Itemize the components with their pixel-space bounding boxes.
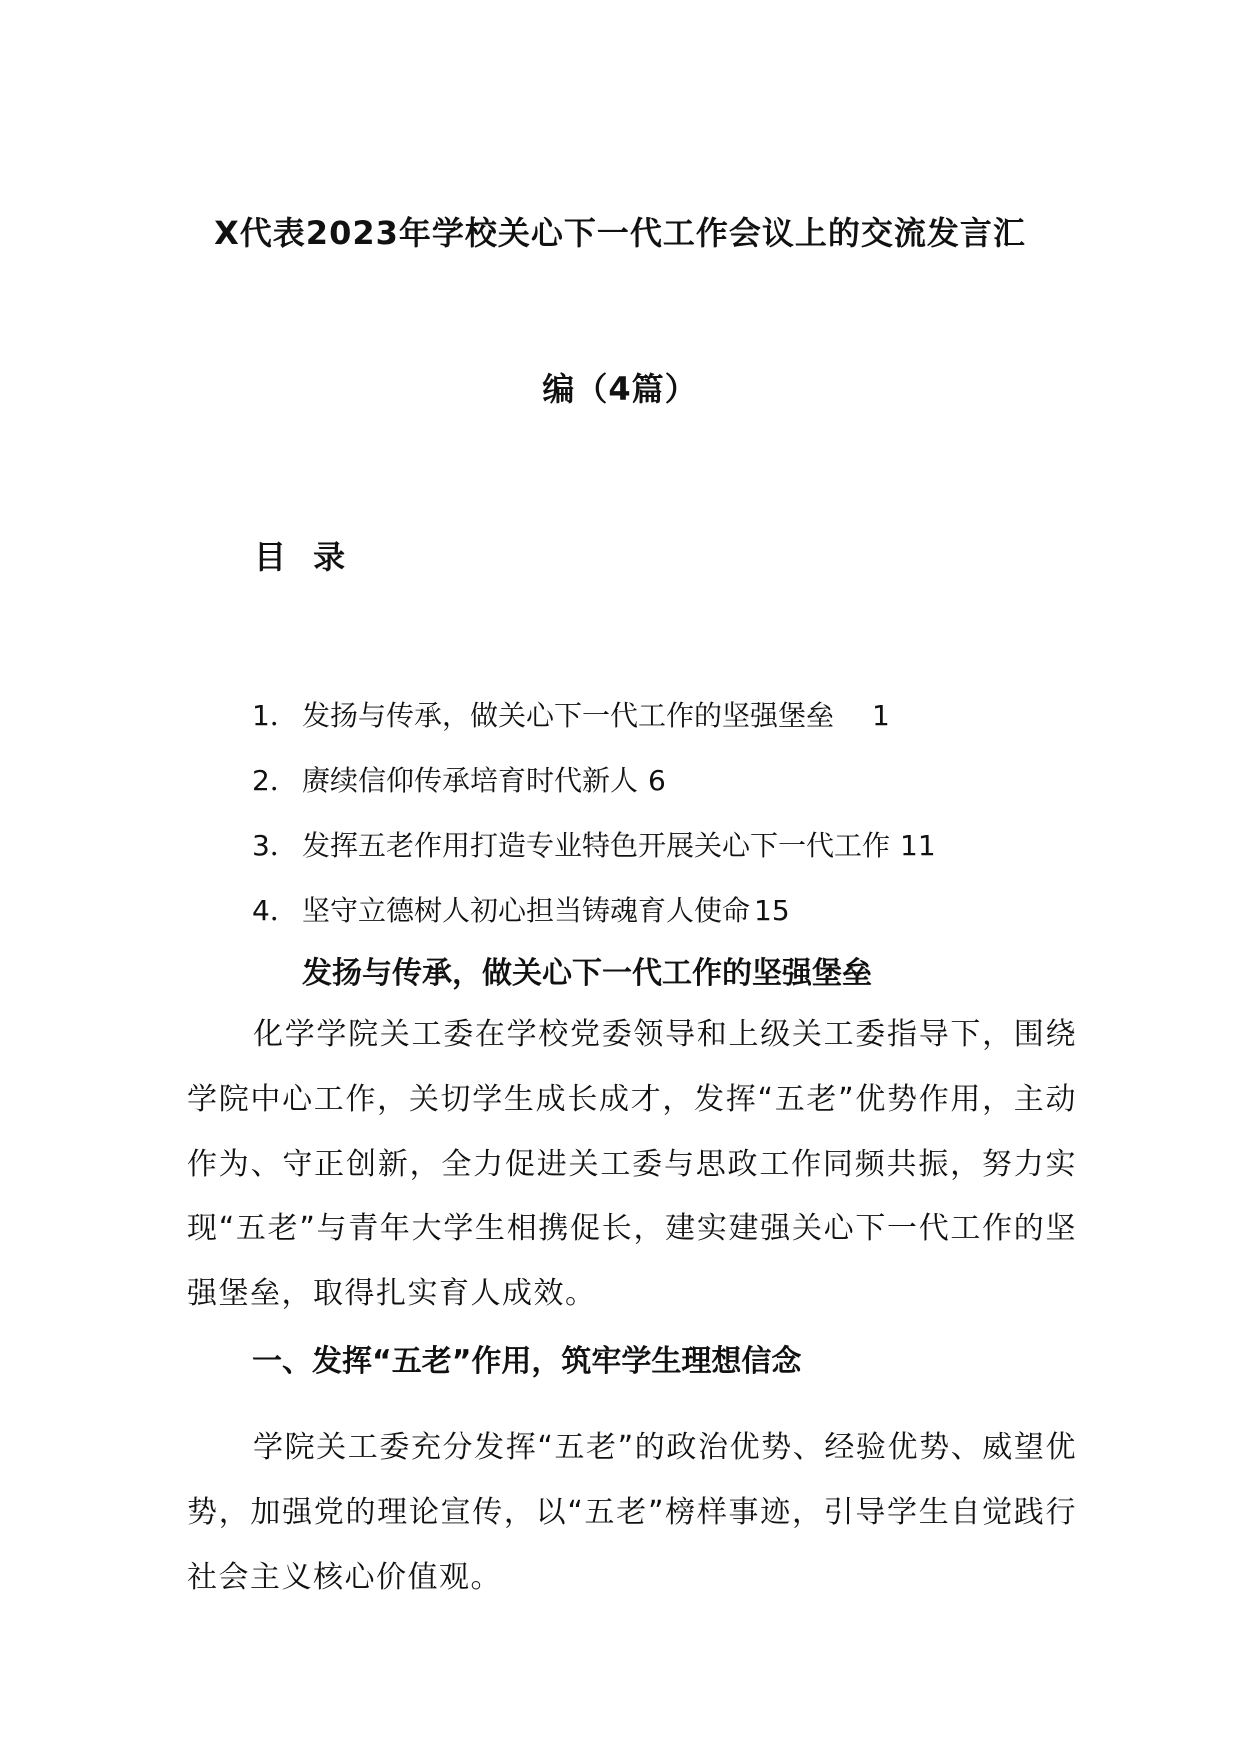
article-title: 发扬与传承，做关心下一代工作的坚强堡垒 <box>302 956 872 991</box>
toc-item-page: 6 <box>648 764 666 797</box>
toc-item[interactable] <box>252 759 666 799</box>
toc-item-label: 坚守立德树人初心担当铸魂育人使命 <box>302 894 751 927</box>
toc-item-number: 1． <box>252 699 298 732</box>
intro-paragraph: 化学学院关工委在学校党委领导和上级关工委指导下，围绕学院中心工作，关切学生成长成才，发挥“五老”优势作用，主动作为、守正创新，全力促进关工委与思政工作同频共振，努力实现“五老”与青年大学生相携促长，建实建强关心下一代工作的坚强堡垒，取得扎实育人成效。 <box>187 1017 1077 1312</box>
toc-item-page: 11 <box>900 829 936 862</box>
toc-item-page: 1 <box>872 699 890 732</box>
toc-item-page: 15 <box>754 894 790 927</box>
toc-item-number: 2． <box>252 764 298 797</box>
toc-item[interactable] <box>252 889 790 929</box>
section-paragraph: 学院关工委充分发挥“五老”的政治优势、经验优势、威望优势，加强党的理论宣传，以“五老”榜样事迹，引导学生自觉践行社会主义核心价值观。 <box>187 1430 1077 1595</box>
toc-item-number: 4． <box>252 894 298 927</box>
toc-item[interactable] <box>252 694 890 734</box>
toc-heading: 目 录 <box>254 538 354 576</box>
document-title-line-2: 编（4篇） <box>542 370 698 408</box>
section-heading: 一、发挥“五老”作用，筑牢学生理想信念 <box>252 1344 802 1379</box>
toc-item-label: 发扬与传承，做关心下一代工作的坚强堡垒 <box>302 699 835 732</box>
toc-item-number: 3． <box>252 829 298 862</box>
toc-item-label: 发挥五老作用打造专业特色开展关心下一代工作 <box>302 829 891 862</box>
document-title-line-1: X代表2023年学校关心下一代工作会议上的交流发言汇 <box>214 214 1026 252</box>
toc-item[interactable] <box>252 824 936 864</box>
toc-item-label: 赓续信仰传承培育时代新人 <box>302 764 639 797</box>
